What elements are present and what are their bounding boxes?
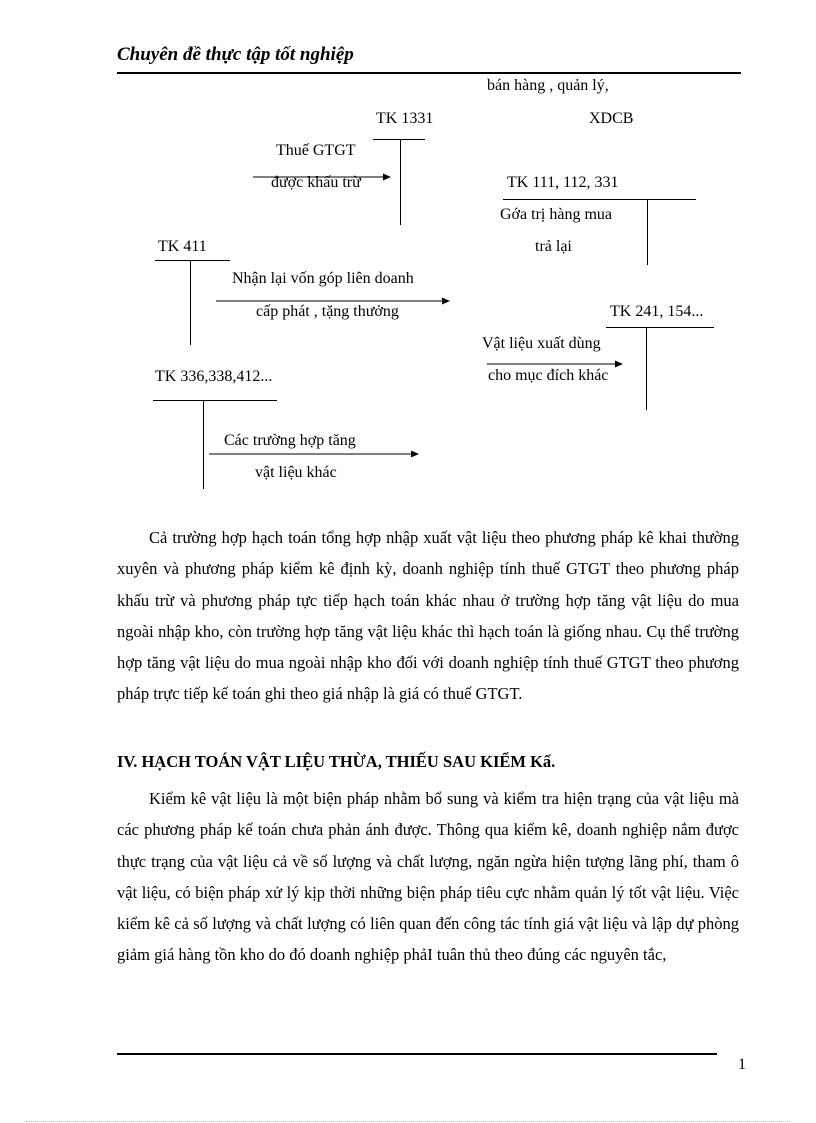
tk111-t-bar: [503, 199, 696, 200]
footer-rule: [117, 1053, 717, 1055]
tk336-account-label: TK 336,338,412...: [155, 368, 273, 385]
paragraph-material-increase: Cả trường hợp hạch toán tổng hợp nhập xuất vật liệu theo phương pháp kê khai thường xuyên và phương pháp kiểm kê định kỳ, doanh nghiệp tính thuế GTGT theo phương pháp khấu trừ và phương pháp tực tiếp hạch toán khác nhau ở trường hợp tăng vật liệu do mua ngoài nhập kho, còn trường hợp tăng vật liệu khác thì hạch toán là giống nhau. Cụ thể trường hợp tăng vật liệu do mua ngoài nhập kho đối với doanh nghiệp tính thuế GTGT theo phương pháp trực tiếp kế toán ghi theo giá nhập là giá có thuế GTGT.: [117, 528, 739, 704]
tk336-desc-line2: vật liệu khác: [255, 464, 337, 481]
tk411-desc-line2: cấp phát , tặng thưởng: [256, 303, 399, 320]
tk1331-desc-line1: Thuế GTGT: [276, 142, 356, 159]
tk336-t-stem: [203, 400, 204, 489]
tk111-desc-line2: trả lại: [535, 238, 572, 255]
tk241-t-bar: [606, 327, 714, 328]
tk411-t-bar: [155, 260, 230, 261]
paragraph-inventory-check: Kiểm kê vật liệu là một biện pháp nhằm bổ sung và kiểm tra hiện trạng của vật liệu mà các phương pháp kế toán chưa phản ánh được. Thông qua kiểm kê, doanh nghiệp nắm được thực trạng của vật liệu cả về số lượng và chất lượng, ngăn ngừa hiện tượng lãng phí, tham ô vật liệu, có biện pháp xử lý kịp thời những biện pháp tiêu cực nhằm quản lý tốt vật liệu. Việc kiểm kê cả số lượng và chất lượng có liên quan đến công tác tính giá vật liệu và lập dự phòng giảm giá hàng tồn kho do đó doanh nghiệp phảI tuân thủ theo đúng các nguyên tắc,: [117, 789, 739, 965]
header-rule: [117, 72, 741, 74]
tk241-t-stem: [646, 327, 647, 410]
tk111-desc-line1: Gớa trị hàng mua: [500, 206, 612, 223]
tk241-account-label: TK 241, 154...: [610, 303, 704, 320]
tk111-account-label: TK 111, 112, 331: [507, 174, 619, 191]
tk241-desc-line2: cho mục đích khác: [488, 367, 609, 384]
tk336-t-bar: [153, 400, 277, 401]
document-header-title: Chuyên đề thực tập tốt nghiệp: [117, 44, 354, 65]
page-bottom-edge: [26, 1121, 790, 1122]
tk1331-t-stem: [400, 139, 401, 225]
tk411-desc-line1: Nhận lại vốn góp liên doanh: [232, 270, 414, 287]
tk336-desc-line1: Các trường hợp tăng: [224, 432, 356, 449]
page-number: 1: [738, 1056, 746, 1073]
tk1331-t-bar: [373, 139, 425, 140]
top-label-sales-management: bán hàng , quản lý,: [487, 77, 609, 94]
tk1331-desc-line2: được khấu trừ: [271, 174, 361, 191]
tk336-arrow: [209, 449, 419, 459]
tk411-account-label: TK 411: [158, 238, 207, 255]
tk111-t-stem: [647, 199, 648, 265]
top-label-xdcb: XDCB: [589, 110, 634, 127]
tk1331-account-label: TK 1331: [376, 110, 434, 127]
tk241-desc-line1: Vật liệu xuất dùng: [482, 335, 601, 352]
tk411-t-stem: [190, 260, 191, 345]
section-heading-iv: IV. HẠCH TOÁN VẬT LIỆU THỪA, THIẾU SAU KIỂM Kấ.: [117, 752, 556, 771]
